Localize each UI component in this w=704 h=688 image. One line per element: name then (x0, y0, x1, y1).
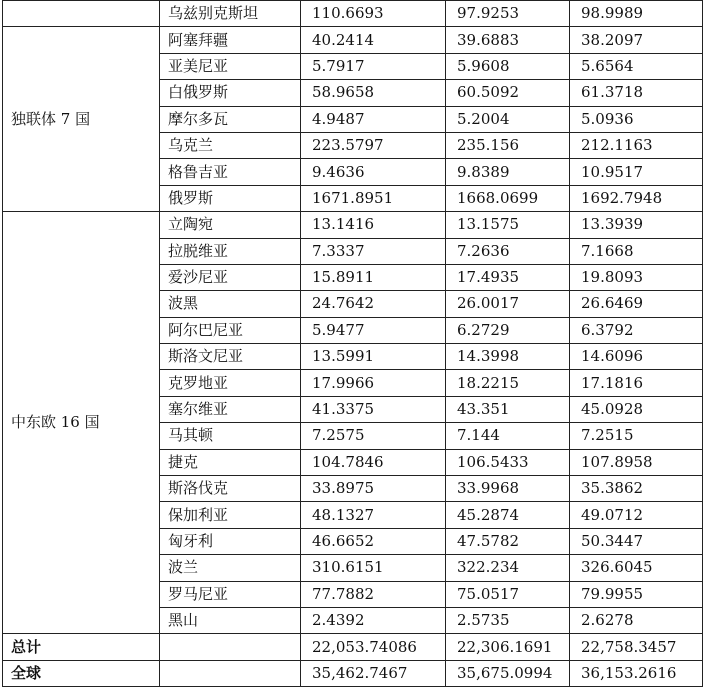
value-cell: 19.8093 (570, 264, 703, 290)
value-cell: 5.0936 (570, 106, 703, 132)
country-cell: 罗马尼亚 (160, 581, 301, 607)
value-cell: 13.1575 (446, 212, 570, 238)
value-cell: 45.0928 (570, 396, 703, 422)
value-cell: 43.351 (446, 396, 570, 422)
value-cell: 35,462.7467 (301, 660, 446, 686)
country-cell: 拉脱维亚 (160, 238, 301, 264)
value-cell: 61.3718 (570, 80, 703, 106)
value-cell: 2.5735 (446, 607, 570, 633)
value-cell: 7.2575 (301, 423, 446, 449)
country-cell: 塞尔维亚 (160, 396, 301, 422)
value-cell: 22,053.74086 (301, 634, 446, 660)
value-cell: 24.7642 (301, 291, 446, 317)
value-cell: 15.8911 (301, 264, 446, 290)
value-cell: 235.156 (446, 132, 570, 158)
value-cell: 6.3792 (570, 317, 703, 343)
value-cell: 14.3998 (446, 344, 570, 370)
country-cell: 斯洛文尼亚 (160, 344, 301, 370)
country-cell: 波兰 (160, 555, 301, 581)
value-cell: 17.9966 (301, 370, 446, 396)
value-cell: 7.1668 (570, 238, 703, 264)
value-cell: 2.6278 (570, 607, 703, 633)
value-cell: 17.1816 (570, 370, 703, 396)
country-cell: 波黑 (160, 291, 301, 317)
value-cell: 2.4392 (301, 607, 446, 633)
value-cell: 35.3862 (570, 476, 703, 502)
country-cell: 亚美尼亚 (160, 53, 301, 79)
value-cell: 22,758.3457 (570, 634, 703, 660)
value-cell: 35,675.0994 (446, 660, 570, 686)
value-cell: 10.9517 (570, 159, 703, 185)
country-cell: 乌兹别克斯坦 (160, 1, 301, 27)
country-cell: 乌克兰 (160, 132, 301, 158)
value-cell: 6.2729 (446, 317, 570, 343)
total-row (3, 660, 703, 686)
value-cell: 41.3375 (301, 396, 446, 422)
group-cell (3, 1, 160, 27)
value-cell: 58.9658 (301, 80, 446, 106)
value-cell: 36,153.2616 (570, 660, 703, 686)
country-cell: 捷克 (160, 449, 301, 475)
country-cell: 保加利亚 (160, 502, 301, 528)
value-cell: 14.6096 (570, 344, 703, 370)
country-cell: 白俄罗斯 (160, 80, 301, 106)
value-cell: 107.8958 (570, 449, 703, 475)
value-cell: 310.6151 (301, 555, 446, 581)
value-cell: 326.6045 (570, 555, 703, 581)
value-cell: 1671.8951 (301, 185, 446, 211)
value-cell: 7.2515 (570, 423, 703, 449)
value-cell: 49.0712 (570, 502, 703, 528)
total-row (3, 634, 703, 660)
country-cell: 俄罗斯 (160, 185, 301, 211)
value-cell: 17.4935 (446, 264, 570, 290)
value-cell: 60.5092 (446, 80, 570, 106)
value-cell: 106.5433 (446, 449, 570, 475)
value-cell: 39.6883 (446, 27, 570, 53)
value-cell: 13.5991 (301, 344, 446, 370)
value-cell: 33.9968 (446, 476, 570, 502)
value-cell: 4.9487 (301, 106, 446, 132)
value-cell: 46.6652 (301, 528, 446, 554)
country-cell: 阿塞拜疆 (160, 27, 301, 53)
country-cell: 斯洛伐克 (160, 476, 301, 502)
group-label-cell: 中东欧 16 国 (3, 212, 160, 634)
value-cell: 9.4636 (301, 159, 446, 185)
table-row (3, 27, 703, 53)
country-cell: 格鲁吉亚 (160, 159, 301, 185)
country-cell: 爱沙尼亚 (160, 264, 301, 290)
value-cell: 212.1163 (570, 132, 703, 158)
country-cell: 匈牙利 (160, 528, 301, 554)
value-cell: 38.2097 (570, 27, 703, 53)
value-cell: 9.8389 (446, 159, 570, 185)
country-cell: 阿尔巴尼亚 (160, 317, 301, 343)
value-cell: 47.5782 (446, 528, 570, 554)
total-label-cell: 全球 (3, 660, 160, 686)
value-cell: 98.9989 (570, 1, 703, 27)
value-cell: 22,306.1691 (446, 634, 570, 660)
value-cell: 75.0517 (446, 581, 570, 607)
value-cell: 322.234 (446, 555, 570, 581)
value-cell: 77.7882 (301, 581, 446, 607)
value-cell: 40.2414 (301, 27, 446, 53)
group-label-cell: 独联体 7 国 (3, 27, 160, 212)
value-cell: 5.2004 (446, 106, 570, 132)
value-cell: 50.3447 (570, 528, 703, 554)
value-cell: 5.7917 (301, 53, 446, 79)
value-cell: 110.6693 (301, 1, 446, 27)
empty-cell (160, 660, 301, 686)
total-label-cell: 总计 (3, 634, 160, 660)
data-table (2, 0, 703, 687)
value-cell: 7.3337 (301, 238, 446, 264)
value-cell: 5.9477 (301, 317, 446, 343)
value-cell: 223.5797 (301, 132, 446, 158)
value-cell: 26.0017 (446, 291, 570, 317)
country-cell: 黑山 (160, 607, 301, 633)
value-cell: 13.3939 (570, 212, 703, 238)
value-cell: 5.6564 (570, 53, 703, 79)
value-cell: 104.7846 (301, 449, 446, 475)
value-cell: 7.2636 (446, 238, 570, 264)
country-cell: 立陶宛 (160, 212, 301, 238)
country-cell: 摩尔多瓦 (160, 106, 301, 132)
value-cell: 5.9608 (446, 53, 570, 79)
country-cell: 马其顿 (160, 423, 301, 449)
table-row (3, 212, 703, 238)
table-row (3, 1, 703, 27)
country-cell: 克罗地亚 (160, 370, 301, 396)
value-cell: 18.2215 (446, 370, 570, 396)
value-cell: 26.6469 (570, 291, 703, 317)
value-cell: 79.9955 (570, 581, 703, 607)
value-cell: 33.8975 (301, 476, 446, 502)
value-cell: 97.9253 (446, 1, 570, 27)
value-cell: 13.1416 (301, 212, 446, 238)
value-cell: 48.1327 (301, 502, 446, 528)
empty-cell (160, 634, 301, 660)
value-cell: 1668.0699 (446, 185, 570, 211)
value-cell: 45.2874 (446, 502, 570, 528)
value-cell: 7.144 (446, 423, 570, 449)
value-cell: 1692.7948 (570, 185, 703, 211)
